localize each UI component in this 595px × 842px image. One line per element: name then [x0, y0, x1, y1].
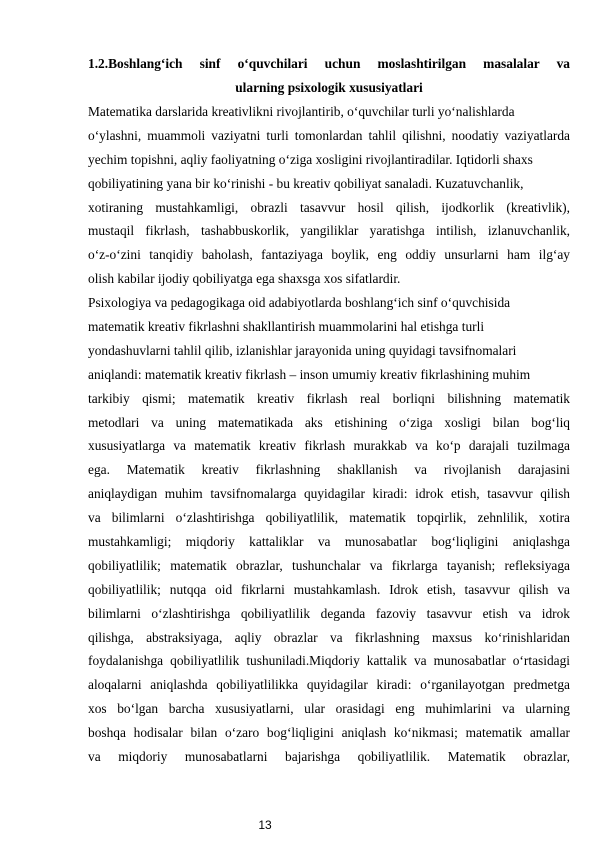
body-line: o‘ylashni, muammoli vaziyatni turli tomonlardan tahlil qilishni, noodatiy vaziyatlarda: [88, 127, 570, 143]
body-line: o‘z-o‘zini tanqidiy baholash, fantaziyaga boylik, eng oddiy unsurlarni ham ilg‘ay: [88, 247, 570, 263]
body-line: tarkibiy qismi; matematik kreativ fikrlash real borliqni bilishning matematik: [88, 390, 570, 406]
body-line: xotiraning mustahkamligi, obrazli tasavvur hosil qilish, ijodkorlik (kreativlik),: [88, 199, 570, 215]
body-line: yondashuvlarni tahlil qilib, izlanishlar jarayonida uning quyidagi tavsifnomalari: [88, 342, 517, 358]
body-line: foydalanishga qobiliyatlilik tushuniladi.Miqdoriy kattalik va munosabatlar o‘rtasidagi: [88, 653, 570, 669]
body-line: va miqdoriy munosabatlarni bajarishga qobiliyatlilik. Matematik obrazlar,: [88, 749, 570, 765]
body-line: bilimlarni o‘zlashtirishga qobiliyatlilik deganda fazoviy tasavvur etish va idrok: [88, 605, 570, 621]
body-line: aloqalarni aniqlashda qobiliyatlilikka quyidagilar kiradi: o‘rganilayotgan predmetga: [88, 677, 570, 693]
body-line: aniqlandi: matematik kreativ fikrlash – inson umumiy kreativ fikrlashining muhim: [88, 366, 531, 382]
body-line: mustaqil fikrlash, tashabbuskorlik, yangiliklar yaratishga intilish, izlanuvchanlik,: [88, 223, 570, 239]
body-line: boshqa hodisalar bilan o‘zaro bog‘liqligini aniqlash ko‘nikmasi; matematik amallar: [88, 725, 570, 741]
section-heading-line-1: 1.2.Boshlang‘ich sinf o‘quvchilari uchun moslashtirilgan masalalar va: [88, 56, 570, 71]
body-line: metodlari va uning matematikada aks etishining o‘ziga xosligi bilan bog‘liq: [88, 414, 570, 430]
section-heading-line-2: ularning psixologik xususiyatlari: [235, 80, 423, 95]
body-line: qobiliyatlilik; matematik obrazlar, tushunchalar va fikrlarga tayanish; refleksiyaga: [88, 557, 570, 573]
body-line: olish kabilar ijodiy qobiliyatga ega shaxsga xos sifatlardir.: [88, 271, 401, 287]
body-line: qobiliyatining yana bir ko‘rinishi - bu kreativ qobiliyat sanaladi. Kuzatuvchanlik,: [88, 175, 524, 191]
body-line: qilishga, abstraksiyaga, aqliy obrazlar va fikrlashning maxsus ko‘rinishlaridan: [88, 629, 570, 645]
body-line: aniqlaydigan muhim tavsifnomalarga quyidagilar kiradi: idrok etish, tasavvur qilish: [88, 486, 570, 502]
body-line: Psixologiya va pedagogikaga oid adabiyotlarda boshlang‘ich sinf o‘quvchisida: [88, 295, 511, 311]
body-line: yechim topishni, aqliy faoliyatning o‘ziga xosligini rivojlantiradilar. Iqtidorli shaxs: [88, 151, 533, 167]
body-line: mustahkamligi; miqdoriy kattaliklar va munosabatlar bog‘liqligini aniqlashga: [88, 534, 570, 550]
body-line: ega. Matematik kreativ fikrlashning shakllanish va rivojlanish darajasini: [88, 462, 570, 478]
body-line: xususiyatlarga va matematik kreativ fikrlash murakkab va ko‘p darajali tuzilmaga: [88, 438, 570, 454]
body-line: qobiliyatlilik; nutqqa oid fikrlarni mustahkamlash. Idrok etish, tasavvur qilish va: [88, 581, 570, 597]
body-line: va bilimlarni o‘zlashtirishga qobiliyatlilik, matematik topqirlik, zehnlilik, xotira: [88, 510, 570, 526]
body-line: xos bo‘lgan barcha xususiyatlarni, ular orasidagi eng muhimlarini va ularning: [88, 701, 570, 717]
page-number: 13: [258, 818, 272, 832]
body-text: [88, 100, 570, 769]
body-line: matematik kreativ fikrlashni shakllantirish muammolarini hal etishga turli: [88, 319, 485, 335]
body-line: Matematika darslarida kreativlikni rivojlantirib, o‘quvchilar turli yo‘nalishlarda: [88, 104, 515, 119]
